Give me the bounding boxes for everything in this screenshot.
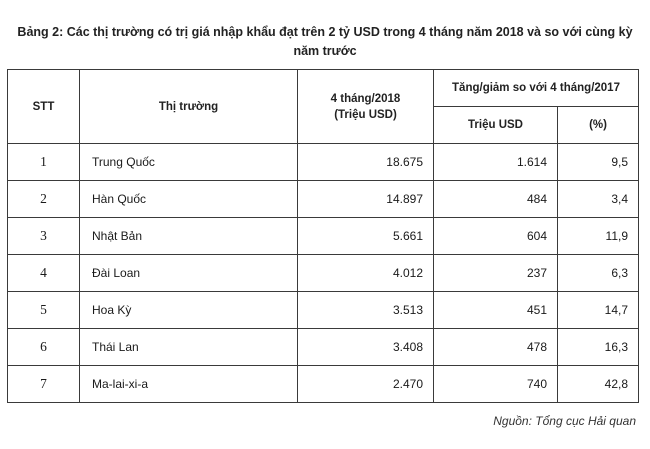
table-row	[8, 218, 639, 255]
cell-pct: 14,7	[558, 292, 639, 329]
cell-value: 14.897	[298, 181, 434, 218]
cell-value: 3.513	[298, 292, 434, 329]
table-row	[8, 366, 639, 403]
header-market: Thị trường	[80, 70, 298, 144]
table-body	[8, 144, 639, 403]
cell-pct: 11,9	[558, 218, 639, 255]
cell-stt: 3	[8, 218, 80, 255]
cell-value: 3.408	[298, 329, 434, 366]
table-row	[8, 255, 639, 292]
cell-change: 604	[434, 218, 558, 255]
cell-change: 237	[434, 255, 558, 292]
cell-market: Trung Quốc	[80, 144, 298, 181]
table-row	[8, 329, 639, 366]
cell-value: 5.661	[298, 218, 434, 255]
header-row	[8, 70, 639, 107]
cell-change: 484	[434, 181, 558, 218]
cell-change: 451	[434, 292, 558, 329]
header-change-abs: Triệu USD	[434, 107, 558, 144]
table-row	[8, 181, 639, 218]
table-row	[8, 144, 639, 181]
table-caption: Bảng 2: Các thị trường có trị giá nhập khẩu đạt trên 2 tỷ USD trong 4 tháng năm 2018 và so với cùng kỳ năm trước	[17, 25, 633, 58]
cell-pct: 6,3	[558, 255, 639, 292]
cell-stt: 6	[8, 329, 80, 366]
cell-market: Hoa Kỳ	[80, 292, 298, 329]
cell-stt: 2	[8, 181, 80, 218]
table-row	[8, 292, 639, 329]
cell-pct: 9,5	[558, 144, 639, 181]
cell-value: 18.675	[298, 144, 434, 181]
cell-market: Nhật Bản	[80, 218, 298, 255]
header-value-unit: (Triệu USD)	[334, 108, 397, 121]
cell-market: Đài Loan	[80, 255, 298, 292]
cell-stt: 5	[8, 292, 80, 329]
cell-pct: 42,8	[558, 366, 639, 403]
cell-value: 4.012	[298, 255, 434, 292]
header-value	[298, 70, 434, 144]
cell-change: 478	[434, 329, 558, 366]
header-change-pct: (%)	[558, 107, 639, 144]
import-markets-table	[7, 69, 639, 403]
header-value-period: 4 tháng/2018	[330, 92, 401, 105]
cell-stt: 4	[8, 255, 80, 292]
cell-pct: 3,4	[558, 181, 639, 218]
source-note: Nguồn: Tổng cục Hải quan	[493, 414, 636, 428]
cell-market: Ma-lai-xi-a	[80, 366, 298, 403]
cell-stt: 1	[8, 144, 80, 181]
cell-market: Thái Lan	[80, 329, 298, 366]
cell-market: Hàn Quốc	[80, 181, 298, 218]
header-stt: STT	[8, 70, 80, 144]
cell-change: 1.614	[434, 144, 558, 181]
cell-pct: 16,3	[558, 329, 639, 366]
header-change-group: Tăng/giảm so với 4 tháng/2017	[434, 70, 639, 107]
cell-value: 2.470	[298, 366, 434, 403]
cell-change: 740	[434, 366, 558, 403]
cell-stt: 7	[8, 366, 80, 403]
